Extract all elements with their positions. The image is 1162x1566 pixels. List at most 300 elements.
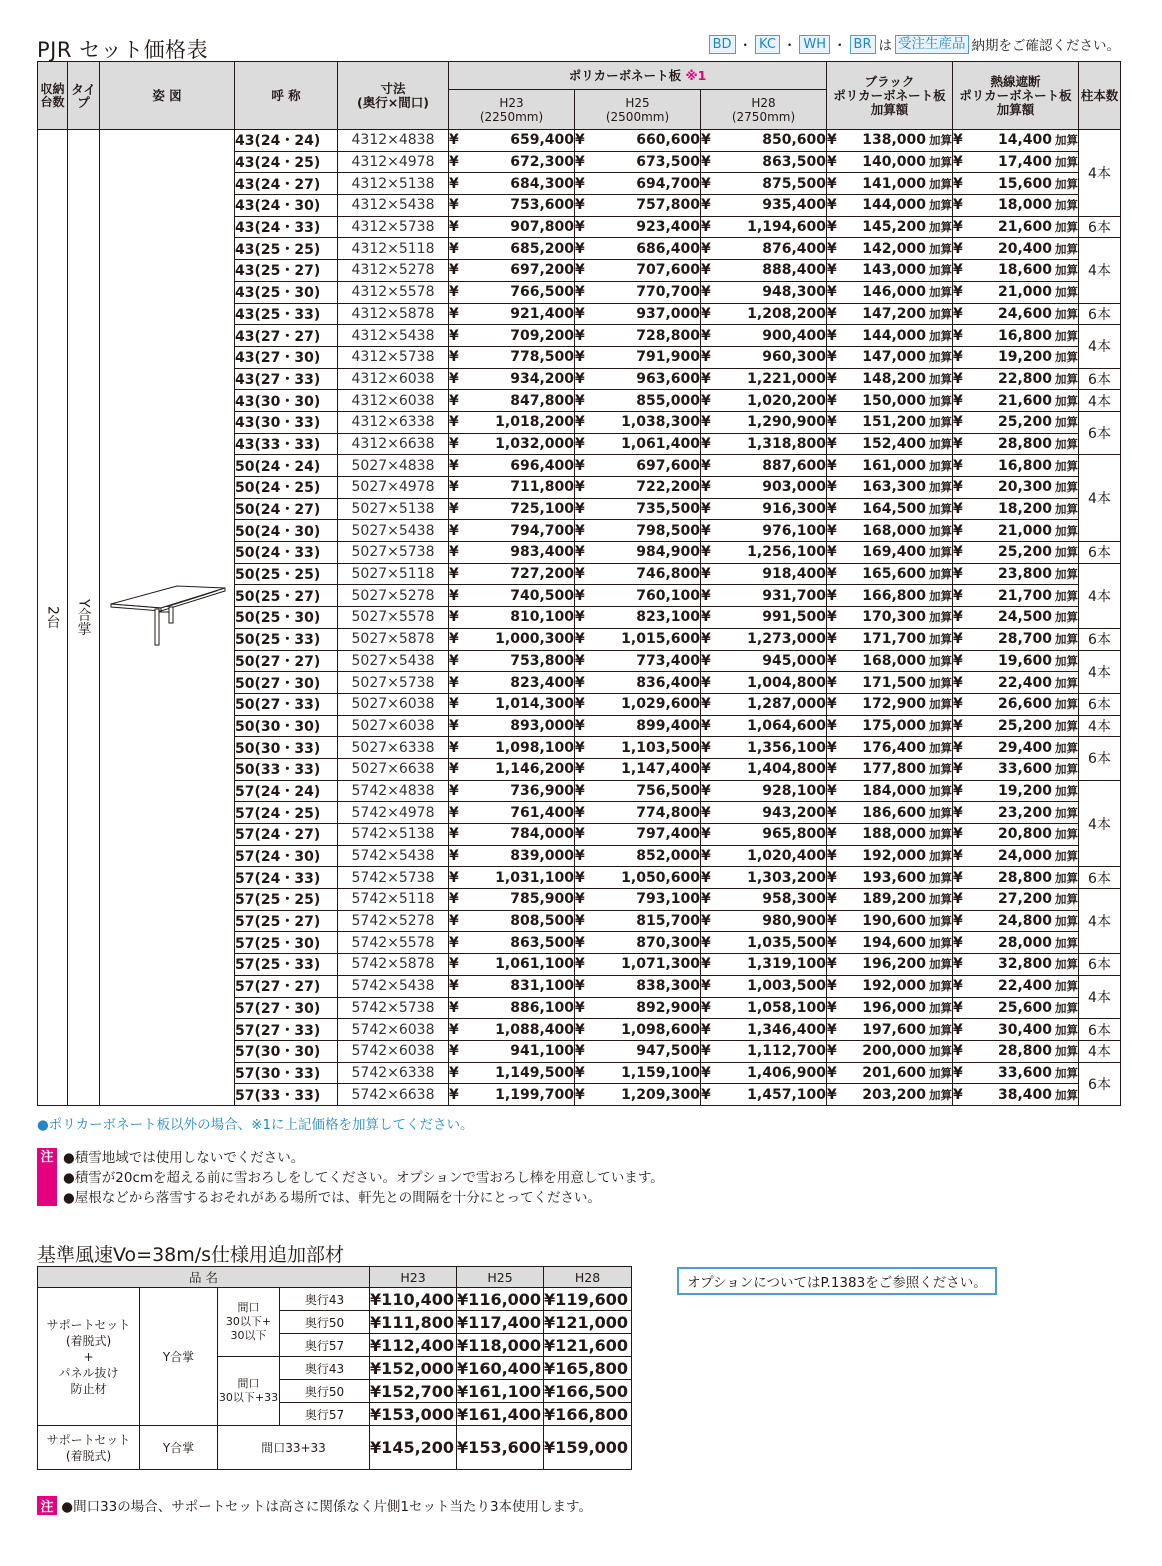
dimensions: 4312×5438 — [338, 195, 449, 217]
sub-item-type: Y合掌 — [140, 1426, 218, 1470]
add-value: 27,200 — [997, 891, 1052, 908]
yen-sign: ¥ — [701, 414, 711, 431]
price-h25 — [575, 281, 701, 303]
yen-sign: ¥ — [575, 284, 585, 301]
add-value: 171,500 — [862, 674, 926, 691]
price-h25 — [575, 585, 701, 607]
yen-sign: ¥ — [827, 978, 837, 995]
price-h23 — [449, 1062, 575, 1084]
price-h25 — [575, 325, 701, 347]
price-h25 — [575, 997, 701, 1019]
add-value: 25,200 — [997, 717, 1052, 734]
add-value: 190,600 — [862, 913, 926, 930]
add-black — [827, 130, 953, 152]
yen-sign: ¥ — [449, 501, 459, 518]
price-value: 1,003,500 — [747, 978, 826, 995]
set-name: 43(25・27) — [235, 260, 338, 282]
dimensions: 5027×5438 — [338, 520, 449, 542]
price-h23 — [449, 650, 575, 672]
yen-sign: ¥ — [449, 305, 459, 322]
price-value: 1,032,000 — [495, 435, 574, 452]
price-value: 983,400 — [510, 544, 574, 561]
dimensions: 5742×5578 — [338, 932, 449, 954]
yen-sign: ¥ — [827, 674, 837, 691]
add-value: 194,600 — [862, 934, 926, 951]
yen-sign: ¥ — [953, 435, 963, 452]
yen-sign: ¥ — [449, 435, 459, 452]
yen-sign: ¥ — [827, 414, 837, 431]
add-label: 加算 — [1055, 588, 1078, 603]
price-value: 1,209,300 — [621, 1086, 700, 1103]
price-h28 — [701, 411, 827, 433]
price-h23 — [449, 303, 575, 325]
yen-sign: ¥ — [953, 848, 963, 865]
price-value: 694,700 — [636, 175, 700, 192]
add-black — [827, 997, 953, 1019]
set-name: 43(30・33) — [235, 411, 338, 433]
yen-sign: ¥ — [575, 305, 585, 322]
dimensions: 5742×6338 — [338, 1062, 449, 1084]
yen-sign: ¥ — [701, 370, 711, 387]
yen-sign: ¥ — [701, 869, 711, 886]
add-value: 16,800 — [997, 327, 1052, 344]
add-value: 20,400 — [997, 240, 1052, 257]
price-value: 1,146,200 — [495, 761, 574, 778]
yen-sign: ¥ — [953, 978, 963, 995]
price-h25 — [575, 693, 701, 715]
price-h25 — [575, 1040, 701, 1062]
price-h25 — [575, 932, 701, 954]
add-value: 203,200 — [862, 1086, 926, 1103]
price-h23 — [449, 780, 575, 802]
yen-sign: ¥ — [953, 652, 963, 669]
add-label: 加算 — [1055, 198, 1078, 213]
add-heat — [953, 954, 1079, 976]
price-h28 — [701, 1019, 827, 1041]
add-black — [827, 346, 953, 368]
price-value: 1,319,100 — [747, 956, 826, 973]
add-black — [827, 173, 953, 195]
price-h23 — [449, 477, 575, 499]
price-h23 — [449, 607, 575, 629]
yen-sign: ¥ — [701, 1021, 711, 1038]
add-black — [827, 867, 953, 889]
price-h23 — [449, 672, 575, 694]
yen-sign: ¥ — [827, 891, 837, 908]
yen-sign: ¥ — [953, 154, 963, 171]
yen-sign: ¥ — [827, 284, 837, 301]
yen-sign: ¥ — [827, 479, 837, 496]
price-value: 797,400 — [636, 826, 700, 843]
price-value: 815,700 — [636, 913, 700, 930]
add-heat — [953, 997, 1079, 1019]
yen-sign: ¥ — [575, 869, 585, 886]
price-h25 — [575, 368, 701, 390]
add-label: 加算 — [1055, 567, 1078, 582]
yen-sign: ¥ — [449, 240, 459, 257]
sub-price: ¥112,400 — [370, 1334, 457, 1357]
yen-sign: ¥ — [701, 197, 711, 214]
carport-diagram-icon — [107, 582, 227, 652]
yen-sign: ¥ — [953, 566, 963, 583]
add-value: 21,000 — [997, 284, 1052, 301]
add-black — [827, 498, 953, 520]
price-value: 684,300 — [510, 175, 574, 192]
add-label: 加算 — [929, 285, 952, 300]
add-label: 加算 — [1055, 350, 1078, 365]
add-label: 加算 — [929, 718, 952, 733]
yen-sign: ¥ — [575, 934, 585, 951]
dimensions: 4312×5738 — [338, 216, 449, 238]
add-value: 152,400 — [862, 435, 926, 452]
yen-sign: ¥ — [575, 132, 585, 149]
add-label: 加算 — [1055, 1022, 1078, 1037]
price-h25 — [575, 563, 701, 585]
yen-sign: ¥ — [827, 132, 837, 149]
add-label: 加算 — [929, 567, 952, 582]
add-label: 加算 — [1055, 805, 1078, 820]
price-value: 921,400 — [510, 305, 574, 322]
price-value: 778,500 — [510, 349, 574, 366]
price-value: 1,290,900 — [747, 414, 826, 431]
yen-sign: ¥ — [953, 522, 963, 539]
yen-sign: ¥ — [701, 609, 711, 626]
yen-sign: ¥ — [827, 544, 837, 561]
price-h25 — [575, 910, 701, 932]
add-label: 加算 — [1055, 740, 1078, 755]
yen-sign: ¥ — [575, 240, 585, 257]
yen-sign: ¥ — [449, 609, 459, 626]
yen-sign: ¥ — [827, 804, 837, 821]
price-h28 — [701, 889, 827, 911]
dimensions: 5742×5738 — [338, 997, 449, 1019]
order-note — [709, 34, 1120, 54]
add-heat — [953, 693, 1079, 715]
add-black — [827, 780, 953, 802]
dimensions: 5742×5738 — [338, 867, 449, 889]
yen-sign: ¥ — [701, 154, 711, 171]
set-name: 50(24・24) — [235, 455, 338, 477]
yen-sign: ¥ — [827, 175, 837, 192]
add-black — [827, 628, 953, 650]
add-value: 171,700 — [862, 631, 926, 648]
add-label: 加算 — [929, 653, 952, 668]
add-label: 加算 — [929, 762, 952, 777]
price-value: 899,400 — [636, 717, 700, 734]
dimensions: 5742×5278 — [338, 910, 449, 932]
price-value: 876,400 — [762, 240, 826, 257]
price-h23 — [449, 737, 575, 759]
dimensions: 5742×5118 — [338, 889, 449, 911]
column-count: 4本 — [1079, 975, 1121, 1018]
price-value: 793,100 — [636, 891, 700, 908]
add-value: 29,400 — [997, 739, 1052, 756]
add-black — [827, 433, 953, 455]
add-value: 192,000 — [862, 978, 926, 995]
add-heat — [953, 889, 1079, 911]
add-label: 加算 — [929, 480, 952, 495]
column-count: 4本 — [1079, 563, 1121, 628]
price-h23 — [449, 498, 575, 520]
yen-sign: ¥ — [701, 175, 711, 192]
yen-sign: ¥ — [701, 349, 711, 366]
add-value: 189,200 — [862, 891, 926, 908]
sub-price: ¥110,400 — [370, 1288, 457, 1311]
set-name: 50(33・33) — [235, 758, 338, 780]
price-h23 — [449, 802, 575, 824]
header-polycarbonate: ポリカーボネート板 ※1 — [449, 62, 827, 90]
yen-sign: ¥ — [575, 197, 585, 214]
price-h28 — [701, 238, 827, 260]
price-value: 947,500 — [636, 1043, 700, 1060]
price-h28 — [701, 542, 827, 564]
dimensions: 5742×5438 — [338, 975, 449, 997]
price-h23 — [449, 195, 575, 217]
price-value: 935,400 — [762, 197, 826, 214]
add-black — [827, 520, 953, 542]
sub-price: ¥119,600 — [544, 1288, 632, 1311]
made-to-order-badge: 受注生産品 — [895, 35, 969, 54]
add-label: 加算 — [929, 957, 952, 972]
add-value: 169,400 — [862, 544, 926, 561]
price-value: 740,500 — [510, 587, 574, 604]
add-value: 144,000 — [862, 327, 926, 344]
set-name: 43(30・30) — [235, 390, 338, 412]
add-black — [827, 1084, 953, 1106]
add-value: 19,200 — [997, 782, 1052, 799]
yen-sign: ¥ — [953, 197, 963, 214]
yen-sign: ¥ — [827, 696, 837, 713]
add-label: 加算 — [929, 697, 952, 712]
dimensions: 5742×5878 — [338, 954, 449, 976]
price-value: 855,000 — [636, 392, 700, 409]
price-value: 1,318,800 — [747, 435, 826, 452]
add-heat — [953, 824, 1079, 846]
yen-sign: ¥ — [575, 1086, 585, 1103]
price-value: 673,500 — [636, 154, 700, 171]
add-label: 加算 — [929, 523, 952, 538]
add-black — [827, 824, 953, 846]
column-count: 6本 — [1079, 1019, 1121, 1041]
yen-sign: ¥ — [449, 1021, 459, 1038]
price-value: 728,800 — [636, 327, 700, 344]
add-value: 172,900 — [862, 696, 926, 713]
add-value: 23,800 — [997, 566, 1052, 583]
add-value: 142,000 — [862, 240, 926, 257]
sub-price: ¥153,600 — [457, 1426, 544, 1470]
dimensions: 4312×4978 — [338, 151, 449, 173]
price-h28 — [701, 932, 827, 954]
price-table — [37, 61, 1121, 1106]
price-h25 — [575, 303, 701, 325]
add-label: 加算 — [929, 1044, 952, 1059]
caution-line: ●屋根などから落雪するおそれがある場所では、軒先との間隔を十分にとってください。 — [63, 1190, 602, 1206]
header-h23: H23 (2250mm) — [449, 90, 575, 130]
price-h23 — [449, 563, 575, 585]
dimensions: 5027×4978 — [338, 477, 449, 499]
yen-sign: ¥ — [701, 956, 711, 973]
yen-sign: ¥ — [575, 262, 585, 279]
price-h23 — [449, 824, 575, 846]
yen-sign: ¥ — [953, 826, 963, 843]
order-note-text: は — [878, 38, 892, 54]
price-h25 — [575, 737, 701, 759]
add-heat — [953, 802, 1079, 824]
yen-sign: ¥ — [953, 501, 963, 518]
add-heat — [953, 498, 1079, 520]
price-h23 — [449, 368, 575, 390]
price-value: 770,700 — [636, 284, 700, 301]
add-value: 21,600 — [997, 392, 1052, 409]
add-heat — [953, 173, 1079, 195]
add-value: 16,800 — [997, 457, 1052, 474]
column-count: 4本 — [1079, 889, 1121, 954]
price-h28 — [701, 498, 827, 520]
price-h25 — [575, 238, 701, 260]
dimensions: 5027×6338 — [338, 737, 449, 759]
price-h25 — [575, 954, 701, 976]
add-value: 184,000 — [862, 782, 926, 799]
add-heat — [953, 238, 1079, 260]
add-value: 197,600 — [862, 1021, 926, 1038]
yen-sign: ¥ — [953, 674, 963, 691]
set-name: 43(25・25) — [235, 238, 338, 260]
sub-price: ¥121,600 — [544, 1334, 632, 1357]
yen-sign: ¥ — [827, 631, 837, 648]
price-h28 — [701, 346, 827, 368]
add-value: 140,000 — [862, 154, 926, 171]
add-label: 加算 — [929, 675, 952, 690]
yen-sign: ¥ — [827, 761, 837, 778]
price-value: 727,200 — [510, 566, 574, 583]
set-name: 57(24・30) — [235, 845, 338, 867]
column-count: 4本 — [1079, 238, 1121, 303]
add-value: 168,000 — [862, 652, 926, 669]
column-count: 4本 — [1079, 650, 1121, 693]
price-h28 — [701, 433, 827, 455]
price-value: 773,400 — [636, 652, 700, 669]
add-label: 加算 — [929, 914, 952, 929]
price-value: 1,404,800 — [747, 761, 826, 778]
yen-sign: ¥ — [449, 154, 459, 171]
add-label: 加算 — [1055, 957, 1078, 972]
price-h25 — [575, 433, 701, 455]
price-value: 660,600 — [636, 132, 700, 149]
price-value: 823,100 — [636, 609, 700, 626]
dimensions: 5742×6038 — [338, 1019, 449, 1041]
price-value: 1,287,000 — [747, 696, 826, 713]
add-value: 22,800 — [997, 370, 1052, 387]
yen-sign: ¥ — [575, 501, 585, 518]
sub-depth: 奥行43 — [280, 1357, 370, 1380]
price-h25 — [575, 715, 701, 737]
price-h23 — [449, 975, 575, 997]
sub-price: ¥166,500 — [544, 1380, 632, 1403]
yen-sign: ¥ — [575, 566, 585, 583]
yen-sign: ¥ — [449, 978, 459, 995]
yen-sign: ¥ — [953, 479, 963, 496]
price-value: 672,300 — [510, 154, 574, 171]
yen-sign: ¥ — [449, 132, 459, 149]
add-black — [827, 607, 953, 629]
column-count: 6本 — [1079, 693, 1121, 715]
price-h25 — [575, 607, 701, 629]
price-h28 — [701, 130, 827, 152]
add-value: 138,000 — [862, 132, 926, 149]
price-value: 1,098,600 — [621, 1021, 700, 1038]
price-value: 808,500 — [510, 913, 574, 930]
price-h28 — [701, 802, 827, 824]
add-label: 加算 — [929, 198, 952, 213]
add-value: 161,000 — [862, 457, 926, 474]
sub-price: ¥117,400 — [457, 1311, 544, 1334]
yen-sign: ¥ — [827, 999, 837, 1016]
price-h25 — [575, 260, 701, 282]
sub-price: ¥161,400 — [457, 1403, 544, 1426]
set-name: 43(27・33) — [235, 368, 338, 390]
add-label: 加算 — [1055, 241, 1078, 256]
set-name: 50(30・33) — [235, 737, 338, 759]
yen-sign: ¥ — [575, 782, 585, 799]
add-value: 23,200 — [997, 804, 1052, 821]
add-label: 加算 — [1055, 892, 1078, 907]
header-storage: 収納台数 — [38, 62, 68, 130]
add-black — [827, 563, 953, 585]
price-value: 1,149,500 — [495, 1064, 574, 1081]
yen-sign: ¥ — [575, 1021, 585, 1038]
yen-sign: ¥ — [953, 327, 963, 344]
add-heat — [953, 195, 1079, 217]
add-heat — [953, 151, 1079, 173]
add-heat — [953, 1019, 1079, 1041]
yen-sign: ¥ — [449, 804, 459, 821]
yen-sign: ¥ — [701, 522, 711, 539]
price-h23 — [449, 151, 575, 173]
add-heat — [953, 542, 1079, 564]
yen-sign: ¥ — [449, 739, 459, 756]
caution-line: ●積雪が20cmを超える前に雪おろしをしてください。オプションで雪おろし棒を用意しています。 — [63, 1170, 664, 1186]
price-value: 709,200 — [510, 327, 574, 344]
add-heat — [953, 845, 1079, 867]
add-black — [827, 693, 953, 715]
yen-sign: ¥ — [449, 1043, 459, 1060]
yen-sign: ¥ — [827, 1064, 837, 1081]
price-value: 1,058,100 — [747, 999, 826, 1016]
price-h23 — [449, 455, 575, 477]
add-value: 22,400 — [997, 978, 1052, 995]
add-label: 加算 — [1055, 306, 1078, 321]
yen-sign: ¥ — [449, 674, 459, 691]
add-label: 加算 — [1055, 762, 1078, 777]
yen-sign: ¥ — [449, 848, 459, 865]
set-name: 50(25・33) — [235, 628, 338, 650]
yen-sign: ¥ — [575, 739, 585, 756]
add-black — [827, 802, 953, 824]
yen-sign: ¥ — [449, 891, 459, 908]
add-value: 26,600 — [997, 696, 1052, 713]
price-value: 931,700 — [762, 587, 826, 604]
yen-sign: ¥ — [449, 479, 459, 496]
add-label: 加算 — [1055, 653, 1078, 668]
dimensions: 4312×6038 — [338, 368, 449, 390]
yen-sign: ¥ — [575, 327, 585, 344]
sub-price: ¥111,800 — [370, 1311, 457, 1334]
dimensions: 4312×5278 — [338, 260, 449, 282]
add-heat — [953, 563, 1079, 585]
yen-sign: ¥ — [575, 999, 585, 1016]
yen-sign: ¥ — [701, 826, 711, 843]
price-value: 686,400 — [636, 240, 700, 257]
